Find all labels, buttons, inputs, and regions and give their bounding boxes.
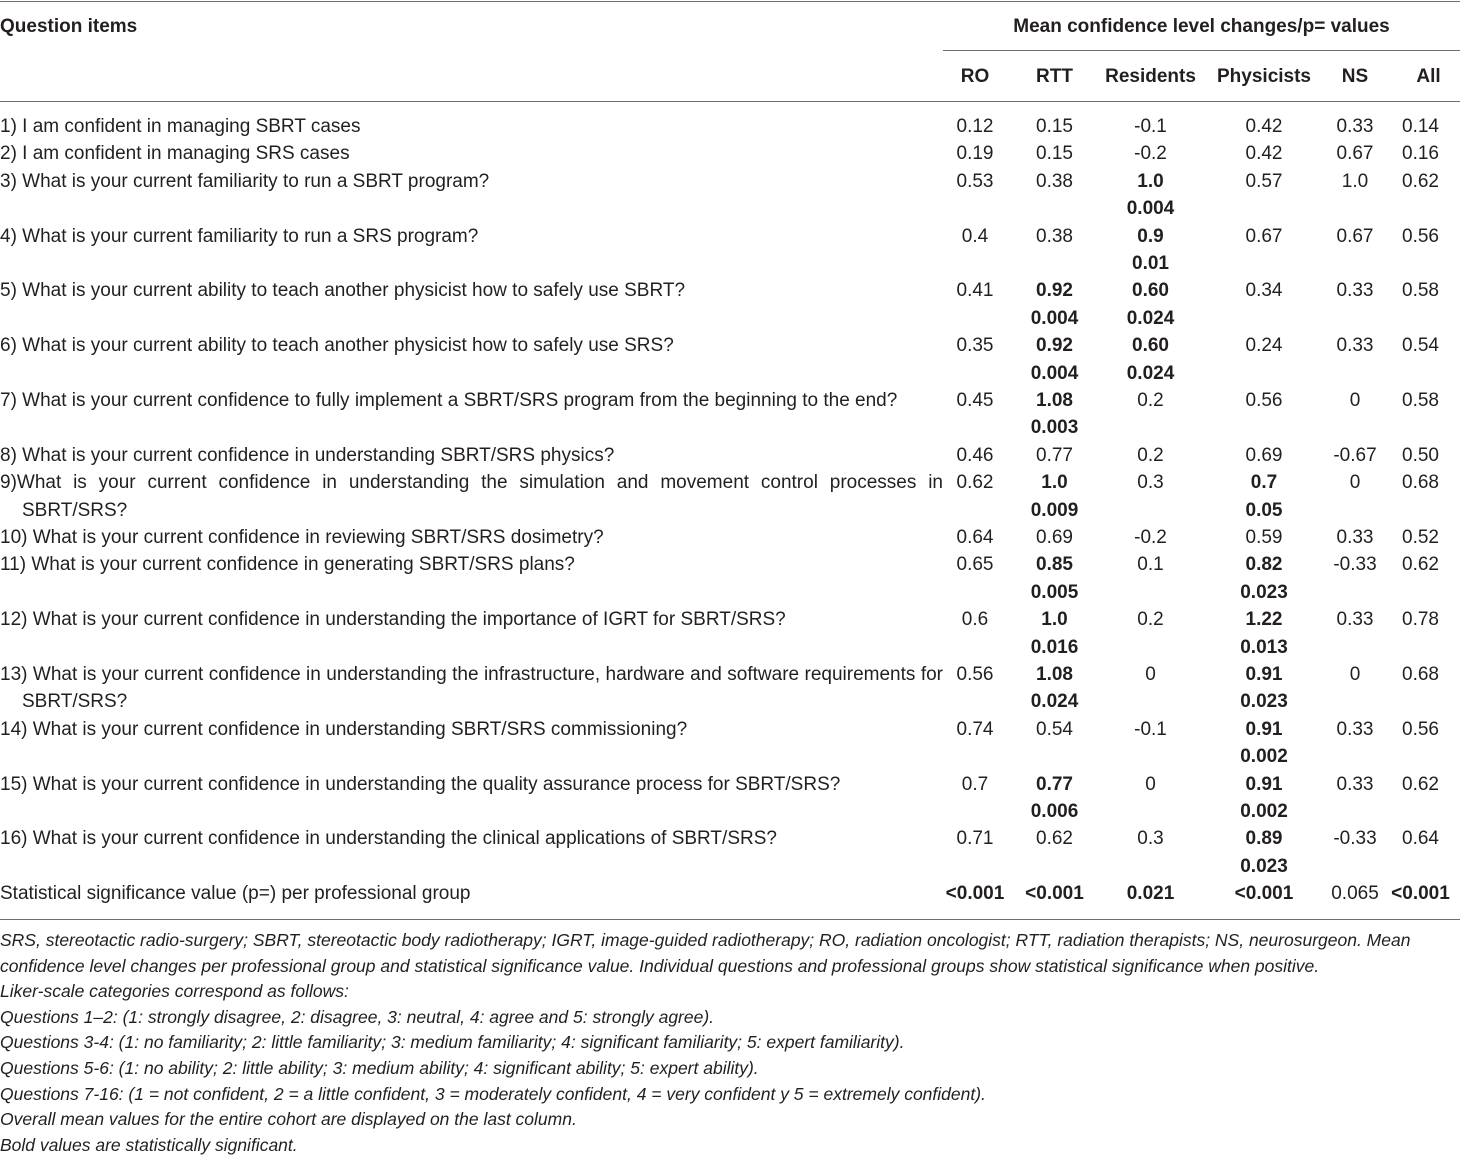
question-text: 13) What is your current confidence in understanding the infrastructure, hardware and software requirements for SBRT/SRS? xyxy=(0,663,943,713)
mean-change-value: 0.59 xyxy=(1245,526,1283,548)
value-cell xyxy=(1007,661,1102,716)
p-value: 0.024 xyxy=(1126,362,1175,384)
value-cell xyxy=(1102,277,1199,332)
column-header-ns: NS xyxy=(1341,66,1369,87)
table-row xyxy=(0,332,1460,387)
value-cell xyxy=(943,442,1007,469)
value-cell xyxy=(1007,277,1102,332)
mean-change-value: -0.1 xyxy=(1134,116,1167,137)
value-cell xyxy=(1102,880,1199,907)
table-footnotes xyxy=(0,928,1460,1158)
header-bottom-rule xyxy=(0,101,1460,102)
p-value: 0.013 xyxy=(1240,636,1288,658)
value-cell xyxy=(1199,442,1329,469)
mean-change-value: 0.62 xyxy=(1402,773,1439,795)
value-cell xyxy=(1102,168,1199,223)
value-cell xyxy=(1381,716,1460,771)
mean-change-value: 0.64 xyxy=(956,526,994,548)
value-cell xyxy=(1102,716,1199,771)
table-row xyxy=(0,140,1460,167)
mean-change-value: 0.33 xyxy=(1336,116,1374,137)
mean-change-value: 0.77 xyxy=(1036,773,1073,795)
value-cell xyxy=(1329,223,1381,278)
question-text: 14) What is your current confidence in understanding SBRT/SRS commissioning? xyxy=(0,718,688,740)
mean-change-value: 0.82 xyxy=(1245,554,1283,576)
p-value: 0.023 xyxy=(1240,691,1288,713)
value-cell xyxy=(1007,442,1102,469)
p-value: 0.01 xyxy=(1132,252,1169,274)
mean-change-value: 0.42 xyxy=(1245,143,1283,165)
mean-change-value: 0.68 xyxy=(1402,472,1439,494)
p-value: 0.003 xyxy=(1030,417,1079,439)
question-text: 1) I am confident in managing SBRT cases xyxy=(0,116,361,137)
p-value: 0.002 xyxy=(1240,746,1288,768)
footnote-questions-7-16: Questions 7-16: (1 = not confident, 2 = a little confident, 3 = moderately confident, 4 = very confident y 5 = extremely confident). xyxy=(0,1083,986,1104)
mean-change-value: 0.33 xyxy=(1336,609,1374,631)
table-row xyxy=(0,223,1460,278)
value-cell xyxy=(1102,825,1199,880)
mean-change-value: 0.2 xyxy=(1137,389,1164,411)
value-cell xyxy=(943,168,1007,223)
value-cell xyxy=(943,332,1007,387)
question-cell xyxy=(0,716,943,771)
question-cell xyxy=(0,661,943,716)
mean-change-value: 0.33 xyxy=(1336,773,1374,795)
mean-change-value: 0.60 xyxy=(1132,335,1169,357)
mean-change-value: 0.45 xyxy=(956,389,994,411)
mean-change-value: 0.3 xyxy=(1137,828,1164,850)
question-cell xyxy=(0,469,943,524)
value-cell xyxy=(1102,442,1199,469)
mean-change-value: 0.71 xyxy=(956,828,994,850)
footnote-questions-3-4: Questions 3-4: (1: no familiarity; 2: little familiarity; 3: medium familiarity; 4: significant familiarity; 5: expert familiarity). xyxy=(0,1032,905,1053)
value-cell xyxy=(943,140,1007,167)
value-cell xyxy=(1199,469,1329,524)
value-cell xyxy=(1329,825,1381,880)
p-value: 0.023 xyxy=(1240,581,1288,603)
mean-change-value: 0.56 xyxy=(1245,389,1283,411)
question-items-header: Question items xyxy=(0,16,138,37)
mean-change-value: 1.0 xyxy=(1041,609,1068,631)
mean-change-value: 0.62 xyxy=(1402,554,1439,576)
value-cell xyxy=(1102,469,1199,524)
value-cell xyxy=(1007,387,1102,442)
mean-change-value: 1.08 xyxy=(1036,663,1073,685)
value-cell xyxy=(1329,716,1381,771)
value-cell xyxy=(1381,168,1460,223)
p-value: 0.023 xyxy=(1240,855,1288,877)
mean-change-value: 0.56 xyxy=(1402,718,1439,740)
question-cell xyxy=(0,551,943,606)
mean-change-value: 0.33 xyxy=(1336,280,1374,302)
mean-change-value: 1.0 xyxy=(1137,170,1164,192)
mean-change-value: 0.7 xyxy=(1250,472,1278,494)
significance-label: Statistical significance value (p=) per professional group xyxy=(0,883,471,905)
mean-change-value: 0 xyxy=(1145,663,1156,685)
table-bottom-rule xyxy=(0,919,1460,920)
value-cell xyxy=(1381,140,1460,167)
value-cell xyxy=(1007,140,1102,167)
value-cell xyxy=(1102,223,1199,278)
value-cell xyxy=(1007,223,1102,278)
value-cell xyxy=(943,113,1007,140)
table-row xyxy=(0,825,1460,880)
question-cell xyxy=(0,140,943,167)
mean-change-value: <0.001 xyxy=(945,883,1005,905)
value-cell xyxy=(1329,880,1381,907)
mean-change-value: 0.57 xyxy=(1245,170,1283,192)
mean-change-value: <0.001 xyxy=(1025,883,1084,905)
footnote-likert-intro: Liker-scale categories correspond as follows: xyxy=(0,981,349,1002)
value-cell xyxy=(1381,661,1460,716)
question-cell xyxy=(0,825,943,880)
value-cell xyxy=(1102,387,1199,442)
mean-change-value: 0.33 xyxy=(1336,335,1374,357)
column-header-residents: Residents xyxy=(1105,66,1196,87)
value-cell xyxy=(1199,606,1329,661)
mean-change-value: 0.54 xyxy=(1036,718,1073,740)
p-value: 0.024 xyxy=(1126,307,1175,329)
footnote-overall-mean: Overall mean values for the entire cohort are displayed on the last column. xyxy=(0,1109,577,1130)
table-row xyxy=(0,716,1460,771)
mean-change-value: 0 xyxy=(1349,663,1361,685)
table-row xyxy=(0,387,1460,442)
p-value: 0.002 xyxy=(1240,800,1288,822)
mean-change-value: <0.001 xyxy=(1391,883,1450,905)
mean-change-value: 0.065 xyxy=(1331,883,1379,905)
mean-change-value: 0.58 xyxy=(1402,389,1439,411)
value-cell xyxy=(943,469,1007,524)
question-cell xyxy=(0,771,943,826)
mean-change-value: 0.92 xyxy=(1036,280,1073,302)
value-cell xyxy=(943,880,1007,907)
mean-change-value: 0.56 xyxy=(1402,225,1439,247)
value-cell xyxy=(1329,387,1381,442)
mean-change-value: 0.12 xyxy=(956,116,994,137)
mean-change-value: 0.65 xyxy=(956,554,994,576)
value-cell xyxy=(1329,606,1381,661)
question-text: 7) What is your current confidence to fully implement a SBRT/SRS program from the beginning to the end? xyxy=(0,389,898,411)
p-value: 0.009 xyxy=(1030,499,1079,521)
mean-change-value: 0.92 xyxy=(1036,335,1073,357)
value-cell xyxy=(1199,825,1329,880)
table-row xyxy=(0,168,1460,223)
mean-change-value: 0.67 xyxy=(1336,143,1374,165)
mean-change-value: 0.16 xyxy=(1402,143,1439,165)
mean-change-value: 0.15 xyxy=(1036,143,1073,165)
value-cell xyxy=(1329,332,1381,387)
value-cell xyxy=(1007,469,1102,524)
value-cell xyxy=(943,551,1007,606)
table-row xyxy=(0,606,1460,661)
value-cell xyxy=(943,387,1007,442)
question-cell xyxy=(0,277,943,332)
mean-change-value: 0.15 xyxy=(1036,116,1073,137)
value-cell xyxy=(1329,524,1381,551)
value-cell xyxy=(1007,113,1102,140)
value-cell xyxy=(943,606,1007,661)
question-text: 16) What is your current confidence in understanding the clinical applications of SBRT/SRS? xyxy=(0,828,777,850)
p-value: 0.005 xyxy=(1030,581,1079,603)
mean-change-value: 0.62 xyxy=(1402,170,1439,192)
value-cell xyxy=(1329,771,1381,826)
value-cell xyxy=(1329,113,1381,140)
mean-change-value: 0.74 xyxy=(956,718,994,740)
value-cell xyxy=(1381,223,1460,278)
value-cell xyxy=(1381,551,1460,606)
value-cell xyxy=(1102,771,1199,826)
value-cell xyxy=(1199,168,1329,223)
mean-change-value: 0.9 xyxy=(1137,225,1164,247)
value-cell xyxy=(1199,551,1329,606)
value-cell xyxy=(1381,442,1460,469)
p-value: 0.05 xyxy=(1245,499,1283,521)
mean-change-value: -0.1 xyxy=(1134,718,1167,740)
mean-change-value: 0.54 xyxy=(1402,335,1439,357)
value-cell xyxy=(1102,661,1199,716)
p-value: 0.006 xyxy=(1030,800,1079,822)
question-text: 3) What is your current familiarity to run a SBRT program? xyxy=(0,170,490,192)
mean-change-value: 0.38 xyxy=(1036,170,1073,192)
mean-change-value: 0 xyxy=(1145,773,1156,795)
value-cell xyxy=(1007,168,1102,223)
value-cell xyxy=(1199,771,1329,826)
mean-change-value: 0.3 xyxy=(1137,472,1164,494)
mean-change-value: 0.2 xyxy=(1137,609,1164,631)
table-row xyxy=(0,277,1460,332)
question-cell xyxy=(0,387,943,442)
mean-change-value: 0.41 xyxy=(956,280,994,302)
table-row xyxy=(0,524,1460,551)
footnote-questions-5-6: Questions 5-6: (1: no ability; 2: little ability; 3: medium ability; 4: significant ability; 5: expert ability). xyxy=(0,1057,759,1078)
value-cell xyxy=(1102,332,1199,387)
value-cell xyxy=(1102,113,1199,140)
table-row xyxy=(0,469,1460,524)
mean-change-value: 0.6 xyxy=(961,609,989,631)
question-text: 11) What is your current confidence in generating SBRT/SRS plans? xyxy=(0,554,575,576)
mean-change-value: 0.19 xyxy=(956,143,994,165)
question-text: 8) What is your current confidence in understanding SBRT/SRS physics? xyxy=(0,444,615,466)
value-cell xyxy=(1329,551,1381,606)
value-cell xyxy=(943,277,1007,332)
mean-change-value: 0.35 xyxy=(956,335,994,357)
value-cell xyxy=(1381,113,1460,140)
mean-change-value: 0.91 xyxy=(1245,773,1283,795)
mean-change-value: -0.33 xyxy=(1333,828,1377,850)
mean-change-value: 0.69 xyxy=(1245,444,1283,466)
mean-change-value: 0.52 xyxy=(1402,526,1439,548)
value-cell xyxy=(943,223,1007,278)
column-header-all: All xyxy=(1416,66,1441,87)
question-text: 6) What is your current ability to teach another physicist how to safely use SRS? xyxy=(0,335,674,357)
p-value: 0.004 xyxy=(1126,198,1175,220)
mean-change-value: 0.021 xyxy=(1126,883,1175,905)
mean-change-value: 0.46 xyxy=(956,444,994,466)
mean-change-value: 0 xyxy=(1349,389,1361,411)
mean-change-value: 1.0 xyxy=(1041,472,1068,494)
mean-change-value: 0.2 xyxy=(1137,444,1164,466)
mean-change-value: 1.0 xyxy=(1341,170,1369,192)
value-cell xyxy=(1007,716,1102,771)
p-value: 0.004 xyxy=(1030,307,1079,329)
question-text: 15) What is your current confidence in understanding the quality assurance process for SBRT/SRS? xyxy=(0,773,841,795)
mean-change-value: 1.22 xyxy=(1245,609,1283,631)
results-table xyxy=(0,113,1460,907)
mean-change-value: -0.33 xyxy=(1333,554,1377,576)
question-text: 12) What is your current confidence in understanding the importance of IGRT for SBRT/SRS? xyxy=(0,609,786,631)
question-cell xyxy=(0,223,943,278)
value-cell xyxy=(943,771,1007,826)
mean-change-value: 0.53 xyxy=(956,170,994,192)
footnote-bold-values: Bold values are statistically significant. xyxy=(0,1134,298,1155)
value-cell xyxy=(1007,524,1102,551)
mean-change-value: 0.60 xyxy=(1132,280,1169,302)
mean-change-value: 0.1 xyxy=(1137,554,1164,576)
table-row xyxy=(0,442,1460,469)
value-cell xyxy=(1102,524,1199,551)
value-cell xyxy=(1381,606,1460,661)
value-cell xyxy=(1199,140,1329,167)
value-cell xyxy=(1199,332,1329,387)
value-cell xyxy=(1199,716,1329,771)
mean-change-value: 0.38 xyxy=(1036,225,1073,247)
mean-change-value: 0.91 xyxy=(1245,663,1283,685)
mean-change-value: 0.85 xyxy=(1036,554,1073,576)
value-cell xyxy=(1199,113,1329,140)
value-cell xyxy=(1329,442,1381,469)
value-cell xyxy=(1007,332,1102,387)
value-cell xyxy=(1381,880,1460,907)
mean-confidence-header: Mean confidence level changes/p= values xyxy=(1013,16,1390,37)
mean-change-value: <0.001 xyxy=(1234,883,1294,905)
mean-change-value: 0.14 xyxy=(1402,116,1439,137)
mean-change-value: 0.7 xyxy=(961,773,989,795)
mean-change-value: 0.24 xyxy=(1245,335,1283,357)
value-cell xyxy=(1199,277,1329,332)
mean-change-value: 0.68 xyxy=(1402,663,1439,685)
mean-change-value: 0.4 xyxy=(961,225,989,247)
mean-change-value: 0.50 xyxy=(1402,444,1439,466)
value-cell xyxy=(1199,387,1329,442)
value-cell xyxy=(1199,524,1329,551)
footnote-questions-1-2: Questions 1–2: (1: strongly disagree, 2: disagree, 3: neutral, 4: agree and 5: strongly agree). xyxy=(0,1006,715,1027)
value-cell xyxy=(943,716,1007,771)
mean-change-value: 0.62 xyxy=(956,472,994,494)
value-cell xyxy=(943,825,1007,880)
p-value: 0.016 xyxy=(1030,636,1079,658)
mean-change-value: 0.42 xyxy=(1245,116,1283,137)
value-cell xyxy=(1381,524,1460,551)
value-cell xyxy=(1381,469,1460,524)
question-text: 9)What is your current confidence in understanding the simulation and movement control processes in SBRT/SRS? xyxy=(0,472,943,521)
value-cell xyxy=(1199,880,1329,907)
mean-change-value: -0.2 xyxy=(1134,143,1167,165)
value-cell xyxy=(943,524,1007,551)
p-value: 0.024 xyxy=(1030,691,1079,713)
mean-change-value: 0 xyxy=(1349,472,1361,494)
question-cell xyxy=(0,168,943,223)
value-cell xyxy=(1007,880,1102,907)
value-cell xyxy=(1381,387,1460,442)
question-text: 4) What is your current familiarity to run a SRS program? xyxy=(0,225,479,247)
mean-change-value: 0.67 xyxy=(1336,225,1374,247)
question-text: 2) I am confident in managing SRS cases xyxy=(0,143,350,165)
table-row xyxy=(0,661,1460,716)
mean-change-value: 0.69 xyxy=(1036,526,1073,548)
table-row xyxy=(0,113,1460,140)
question-cell xyxy=(0,332,943,387)
question-cell xyxy=(0,606,943,661)
question-text: 10) What is your current confidence in reviewing SBRT/SRS dosimetry? xyxy=(0,526,604,548)
mean-change-value: 0.58 xyxy=(1402,280,1439,302)
mean-change-value: 0.33 xyxy=(1336,718,1374,740)
table-top-rule xyxy=(0,1,1460,2)
mean-change-value: 0.33 xyxy=(1336,526,1374,548)
table-row xyxy=(0,771,1460,826)
mean-change-value: 0.62 xyxy=(1036,828,1073,850)
value-cell xyxy=(1329,168,1381,223)
value-cell xyxy=(1007,606,1102,661)
value-cell xyxy=(1329,140,1381,167)
column-header-ro: RO xyxy=(960,66,990,87)
value-cell xyxy=(1381,332,1460,387)
value-cell xyxy=(1329,277,1381,332)
value-cell xyxy=(1102,140,1199,167)
table-row xyxy=(0,551,1460,606)
value-cell xyxy=(1007,551,1102,606)
value-cell xyxy=(1329,469,1381,524)
value-cell xyxy=(1381,825,1460,880)
mean-change-value: -0.67 xyxy=(1333,444,1377,466)
question-cell xyxy=(0,113,943,140)
p-value: 0.004 xyxy=(1030,362,1079,384)
mean-change-value: 1.08 xyxy=(1036,389,1073,411)
mean-change-value: 0.78 xyxy=(1402,609,1439,631)
column-header-physicists: Physicists xyxy=(1217,66,1311,87)
value-cell xyxy=(1329,661,1381,716)
spanner-rule xyxy=(943,50,1460,51)
value-cell xyxy=(1102,606,1199,661)
footnote-abbreviations: SRS, stereotactic radio-surgery; SBRT, stereotactic body radiotherapy; IGRT, image-guided radiotherapy; RO, radiation oncologist; RTT, radiation therapists; NS, neurosurgeon. Mean confidence level changes per professional group and statistical significance value. Individual questions and professional groups show statistical significance when positive. xyxy=(0,930,1411,976)
mean-change-value: 0.89 xyxy=(1245,828,1283,850)
value-cell xyxy=(1381,277,1460,332)
mean-change-value: 0.91 xyxy=(1245,718,1283,740)
value-cell xyxy=(943,661,1007,716)
question-cell xyxy=(0,524,943,551)
significance-row xyxy=(0,880,1460,907)
mean-change-value: 0.77 xyxy=(1036,444,1073,466)
mean-change-value: 0.67 xyxy=(1245,225,1283,247)
value-cell xyxy=(1007,825,1102,880)
value-cell xyxy=(1381,771,1460,826)
mean-change-value: 0.56 xyxy=(956,663,994,685)
mean-change-value: 0.34 xyxy=(1245,280,1283,302)
mean-change-value: 0.64 xyxy=(1402,828,1439,850)
value-cell xyxy=(1007,771,1102,826)
question-text: 5) What is your current ability to teach another physicist how to safely use SBRT? xyxy=(0,280,686,302)
question-cell xyxy=(0,442,943,469)
value-cell xyxy=(1199,661,1329,716)
column-header-rtt: RTT xyxy=(1036,66,1073,87)
mean-change-value: -0.2 xyxy=(1134,526,1167,548)
value-cell xyxy=(1199,223,1329,278)
value-cell xyxy=(1102,551,1199,606)
